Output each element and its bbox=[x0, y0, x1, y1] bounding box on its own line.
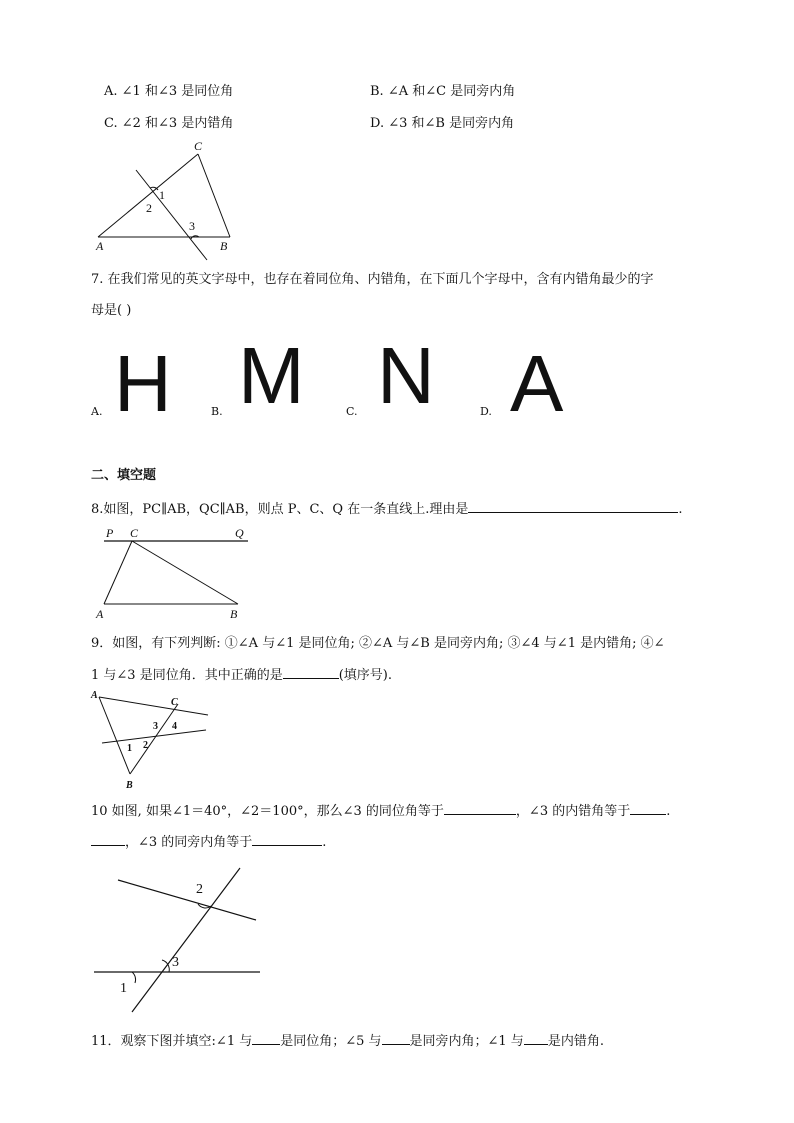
q8-segment-cb bbox=[132, 541, 238, 604]
q8-label-a: A bbox=[96, 607, 104, 621]
section-heading-fill-in: 二、填空题 bbox=[91, 468, 157, 483]
q8-label-p: P bbox=[106, 526, 114, 540]
q11-answer-blank-2[interactable] bbox=[382, 1031, 410, 1045]
q7-stem-line-1: 7. 在我们常见的英文字母中，也存在着同位角、内错角，在下面几个字母中，含有内错角最少的字 bbox=[91, 272, 654, 287]
q8-label-q: Q bbox=[235, 526, 244, 540]
q11-stem bbox=[91, 1031, 604, 1051]
q11-text-c: 是同旁内角；∠1 与 bbox=[409, 1034, 524, 1049]
q6-label-a: A bbox=[96, 239, 104, 253]
q6-label-2: 2 bbox=[146, 201, 152, 215]
q6-label-1: 1 bbox=[159, 188, 165, 202]
q11-text-a: 11．观察下图并填空:∠1 与 bbox=[91, 1034, 253, 1049]
q7-choice-c-letter: N bbox=[377, 331, 435, 420]
q9-stem-tail: (填序号). bbox=[338, 668, 392, 683]
q9-stem-line-1: 9．如图，有下列判断: ①∠A 与∠1 是同位角; ②∠A 与∠B 是同旁内角; ③∠4 与∠1 是内错角; ④∠ bbox=[91, 636, 665, 651]
q7-choice-a-letter: H bbox=[114, 339, 172, 428]
q9-stem-text: 1 与∠3 是同位角．其中正确的是 bbox=[91, 668, 283, 683]
q8-label-c: C bbox=[130, 526, 139, 540]
q9-label-4: 4 bbox=[172, 721, 177, 732]
q6-label-b: B bbox=[220, 239, 228, 253]
q6-option-c: C. ∠2 和∠3 是内错角 bbox=[104, 116, 234, 131]
q10-stem-line-2 bbox=[91, 832, 326, 852]
q10-answer-blank-2b[interactable] bbox=[91, 832, 125, 846]
q6-label-3: 3 bbox=[189, 219, 195, 233]
q9-label-a: A bbox=[91, 690, 98, 701]
q7-choice-b-letter: M bbox=[238, 331, 305, 420]
q7-choice-b-label: B. bbox=[211, 405, 223, 418]
q11-text-d: 是内错角. bbox=[547, 1034, 604, 1049]
q11-answer-blank-1[interactable] bbox=[252, 1031, 280, 1045]
q6-transversal bbox=[136, 170, 207, 260]
q6-option-d: D. ∠3 和∠B 是同旁内角 bbox=[370, 116, 515, 131]
q8-answer-blank[interactable] bbox=[468, 499, 678, 513]
q10-stem-text-c: . bbox=[666, 804, 671, 819]
q9-figure bbox=[90, 688, 220, 793]
q10-stem-text-d: ，∠3 的同旁内角等于 bbox=[125, 835, 253, 850]
q10-answer-blank-2a[interactable] bbox=[630, 801, 666, 815]
q9-label-c: C bbox=[171, 697, 178, 708]
q8-segment-ca bbox=[104, 541, 132, 604]
q7-choice-c-label: C. bbox=[346, 405, 358, 418]
q10-label-3: 3 bbox=[172, 955, 179, 970]
q8-label-b: B bbox=[230, 607, 238, 621]
q10-answer-blank-3[interactable] bbox=[252, 832, 322, 846]
q6-segment-ac bbox=[98, 154, 198, 237]
q8-stem-tail: . bbox=[678, 502, 683, 517]
q11-text-b: 是同位角；∠5 与 bbox=[280, 1034, 382, 1049]
q11-answer-blank-3[interactable] bbox=[524, 1031, 548, 1045]
q9-label-b: B bbox=[126, 780, 133, 791]
q6-option-a: A. ∠1 和∠3 是同位角 bbox=[104, 84, 234, 99]
q10-stem-text-a: 10 如图, 如果∠1＝40°，∠2＝100°，那么∠3 的同位角等于 bbox=[91, 804, 444, 819]
q9-segment-ab bbox=[99, 697, 130, 774]
q10-stem-text-b: ，∠3 的内错角等于 bbox=[515, 804, 631, 819]
q8-stem-text: 8.如图，PC∥AB，QC∥AB，则点 P、C、Q 在一条直线上.理由是 bbox=[91, 502, 469, 517]
q7-choice-d-label: D. bbox=[480, 405, 492, 418]
q10-angle-1-arc bbox=[132, 972, 136, 983]
q9-answer-blank[interactable] bbox=[283, 665, 339, 679]
q7-choice-d-letter: A bbox=[510, 339, 564, 428]
q8-figure bbox=[92, 525, 262, 620]
q8-stem bbox=[91, 499, 682, 519]
q9-stem-line-2 bbox=[91, 665, 392, 685]
q10-label-1: 1 bbox=[120, 981, 127, 996]
q6-option-b: B. ∠A 和∠C 是同旁内角 bbox=[370, 84, 516, 99]
q10-figure bbox=[90, 866, 270, 1016]
q10-stem-text-e: . bbox=[322, 835, 327, 850]
q6-label-c: C bbox=[194, 139, 203, 153]
q10-answer-blank-1[interactable] bbox=[444, 801, 516, 815]
q9-label-3: 3 bbox=[153, 721, 158, 732]
q10-label-2: 2 bbox=[196, 882, 203, 897]
q7-choice-a-label: A. bbox=[91, 405, 103, 418]
q6-segment-cb bbox=[198, 154, 230, 237]
q10-transversal bbox=[132, 868, 240, 1012]
q9-line-ac bbox=[99, 697, 208, 715]
q6-triangle-figure bbox=[90, 138, 250, 258]
q9-label-1: 1 bbox=[127, 743, 132, 754]
q10-stem-line-1 bbox=[91, 801, 670, 821]
q7-stem-line-2: 母是( ) bbox=[91, 303, 132, 318]
q10-line-upper bbox=[118, 880, 256, 920]
q9-label-2: 2 bbox=[143, 740, 148, 751]
